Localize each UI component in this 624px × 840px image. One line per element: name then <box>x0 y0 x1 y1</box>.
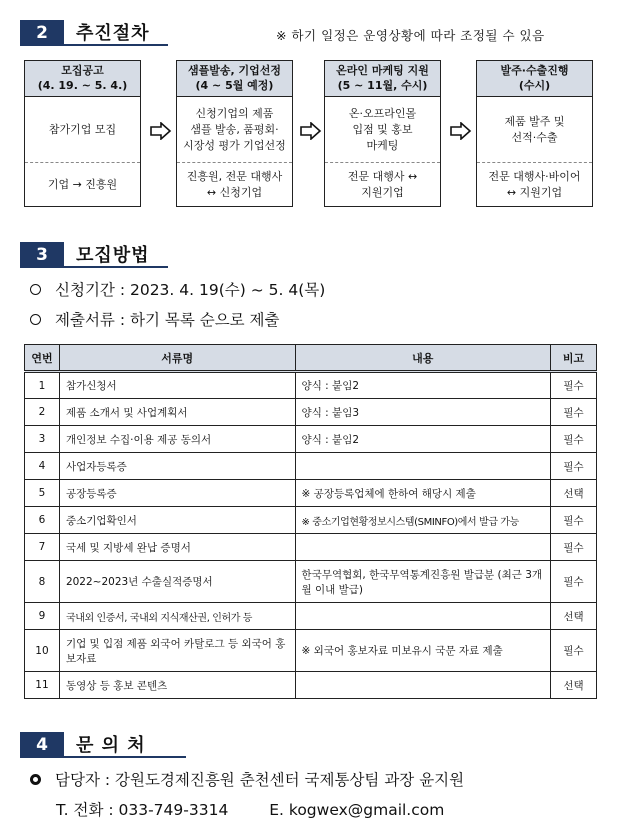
header-doc-name: 서류명 <box>59 345 295 372</box>
row-number: 10 <box>25 630 60 672</box>
process-step-owner-line: 기업 → 진흥원 <box>47 177 118 191</box>
application-period-text: 신청기간 : 2023. 4. 19(수) ~ 5. 4(목) <box>55 281 326 299</box>
arrow-right-icon <box>150 122 172 140</box>
process-step-title: 샘플발송, 기업선정 <box>187 64 281 77</box>
process-step-content <box>177 97 292 163</box>
row-content: ※ 외국어 홍보자료 미보유시 국문 자료 제출 <box>295 630 551 672</box>
process-step-2 <box>176 60 293 207</box>
section-4-header <box>20 732 186 758</box>
row-number: 2 <box>25 399 60 426</box>
row-content <box>295 453 551 480</box>
arrow-right-icon <box>450 122 472 140</box>
header-content: 내용 <box>295 345 551 372</box>
process-step-content-line: 시장성 평가 기업선정 <box>183 138 286 152</box>
row-doc-name: 동영상 등 홍보 콘텐츠 <box>59 672 295 699</box>
process-step-owner <box>177 163 292 206</box>
contact-email[interactable]: E. kogwex@gmail.com <box>269 801 445 819</box>
row-doc-name: 국내외 인증서, 국내외 지식재산권, 인허가 등 <box>59 603 295 630</box>
section-4-number: 4 <box>20 732 64 758</box>
row-number: 6 <box>25 507 60 534</box>
row-number: 3 <box>25 426 60 453</box>
circle-bullet-icon <box>30 284 41 295</box>
row-remarks: 선택 <box>551 480 597 507</box>
row-content: 양식 : 붙임2 <box>295 372 551 399</box>
process-step-period: (수시) <box>518 79 551 92</box>
circle-bullet-icon <box>30 314 41 325</box>
row-doc-name: 참가신청서 <box>59 372 295 399</box>
process-step-owner <box>25 163 140 206</box>
row-number: 9 <box>25 603 60 630</box>
row-doc-name: 기업 및 입점 제품 외국어 카탈로그 등 외국어 홍보자료 <box>59 630 295 672</box>
table-row <box>25 630 597 672</box>
section-2-title: 추진절차 <box>64 20 168 46</box>
row-content <box>295 534 551 561</box>
process-step-content <box>477 97 592 163</box>
process-step-header <box>325 61 440 97</box>
process-step-owner-line: 전문 대행사·바이어 <box>488 169 581 183</box>
row-content: 양식 : 붙임3 <box>295 399 551 426</box>
process-step-title: 온라인 마케팅 지원 <box>336 64 429 77</box>
row-remarks: 필수 <box>551 534 597 561</box>
row-remarks: 필수 <box>551 630 597 672</box>
row-content: ※ 중소기업현황정보시스템(SMINFO)에서 발급 가능 <box>295 507 551 534</box>
process-step-content-line: 참가기업 모집 <box>48 122 117 136</box>
section-3-number: 3 <box>20 242 64 268</box>
process-step-content-line: 선적·수출 <box>511 130 558 144</box>
table-row <box>25 603 597 630</box>
row-doc-name: 2022~2023년 수출실적증명서 <box>59 561 295 603</box>
row-remarks: 필수 <box>551 426 597 453</box>
row-number: 1 <box>25 372 60 399</box>
process-step-content <box>25 97 140 163</box>
row-doc-name: 제품 소개서 및 사업계획서 <box>59 399 295 426</box>
row-content <box>295 603 551 630</box>
process-step-owner-line: 지원기업 <box>361 185 404 199</box>
table-row <box>25 561 597 603</box>
process-step-4 <box>476 60 593 207</box>
contact-info <box>56 798 480 820</box>
process-step-content-line: 제품 발주 및 <box>504 114 565 128</box>
process-step-period: (5 ~ 11월, 수시) <box>337 79 428 92</box>
row-doc-name: 공장등록증 <box>59 480 295 507</box>
contact-person-text: 담당자 : 강원도경제진흥원 춘천센터 국제통상팀 과장 윤지원 <box>55 771 465 789</box>
application-period <box>30 278 325 300</box>
process-step-content-line: 신청기업의 제품 <box>195 106 274 120</box>
row-number: 4 <box>25 453 60 480</box>
row-number: 8 <box>25 561 60 603</box>
row-remarks: 필수 <box>551 372 597 399</box>
process-step-owner-line: ↔ 신청기업 <box>206 185 263 199</box>
row-doc-name: 개인정보 수집·이용 제공 동의서 <box>59 426 295 453</box>
table-row <box>25 426 597 453</box>
process-step-title: 발주·수출진행 <box>500 64 569 77</box>
process-step-owner-line: ↔ 지원기업 <box>506 185 563 199</box>
row-doc-name: 사업자등록증 <box>59 453 295 480</box>
row-number: 7 <box>25 534 60 561</box>
ring-bullet-icon <box>30 774 41 785</box>
header-remarks: 비고 <box>551 345 597 372</box>
table-row <box>25 372 597 399</box>
process-step-period: (4. 19. ~ 5. 4.) <box>37 79 128 92</box>
row-doc-name: 국세 및 지방세 완납 증명서 <box>59 534 295 561</box>
row-remarks: 필수 <box>551 561 597 603</box>
process-step-owner-line: 진흥원, 전문 대행사 <box>186 169 283 183</box>
row-remarks: 필수 <box>551 453 597 480</box>
header-no: 연번 <box>25 345 60 372</box>
schedule-note: ※ 하기 일정은 운영상황에 따라 조정될 수 있음 <box>276 28 545 43</box>
process-step-content <box>325 97 440 163</box>
process-step-period: (4 ~ 5월 예정) <box>195 79 274 92</box>
process-step-content-line: 온·오프라인몰 <box>348 106 417 120</box>
row-number: 11 <box>25 672 60 699</box>
row-number: 5 <box>25 480 60 507</box>
process-step-1 <box>24 60 141 207</box>
row-content: 양식 : 붙임2 <box>295 426 551 453</box>
process-step-header <box>177 61 292 97</box>
table-row <box>25 453 597 480</box>
row-remarks: 선택 <box>551 603 597 630</box>
table-row <box>25 534 597 561</box>
section-3-header <box>20 242 168 268</box>
row-doc-name: 중소기업확인서 <box>59 507 295 534</box>
process-step-3 <box>324 60 441 207</box>
row-remarks: 필수 <box>551 399 597 426</box>
submission-docs <box>30 308 280 330</box>
process-step-header <box>477 61 592 97</box>
row-content <box>295 672 551 699</box>
process-step-title: 모집공고 <box>61 64 104 77</box>
table-row <box>25 399 597 426</box>
row-content: 한국무역협회, 한국무역통계진흥원 발급분 (최근 3개월 이내 발급) <box>295 561 551 603</box>
process-step-owner-line: 전문 대행사 ↔ <box>347 169 418 183</box>
process-step-owner <box>477 163 592 206</box>
table-row <box>25 672 597 699</box>
process-step-content-line: 입점 및 홍보 <box>352 122 413 136</box>
process-step-content-line: 샘플 발송, 품평회· <box>190 122 279 136</box>
contact-phone[interactable]: T. 전화 : 033-749-3314 <box>56 801 229 819</box>
row-content: ※ 공장등록업체에 한하여 해당시 제출 <box>295 480 551 507</box>
table-row <box>25 507 597 534</box>
section-2-number: 2 <box>20 20 64 46</box>
documents-table <box>24 344 597 699</box>
process-step-owner <box>325 163 440 206</box>
contact-person <box>30 768 464 790</box>
table-row <box>25 480 597 507</box>
section-4-title: 문 의 처 <box>64 732 186 758</box>
section-3-title: 모집방법 <box>64 242 168 268</box>
process-step-header <box>25 61 140 97</box>
arrow-right-icon <box>300 122 322 140</box>
row-remarks: 필수 <box>551 507 597 534</box>
submission-docs-text: 제출서류 : 하기 목록 순으로 제출 <box>55 311 280 329</box>
row-remarks: 선택 <box>551 672 597 699</box>
process-step-content-line: 마케팅 <box>366 138 399 152</box>
section-2-header <box>20 20 168 46</box>
